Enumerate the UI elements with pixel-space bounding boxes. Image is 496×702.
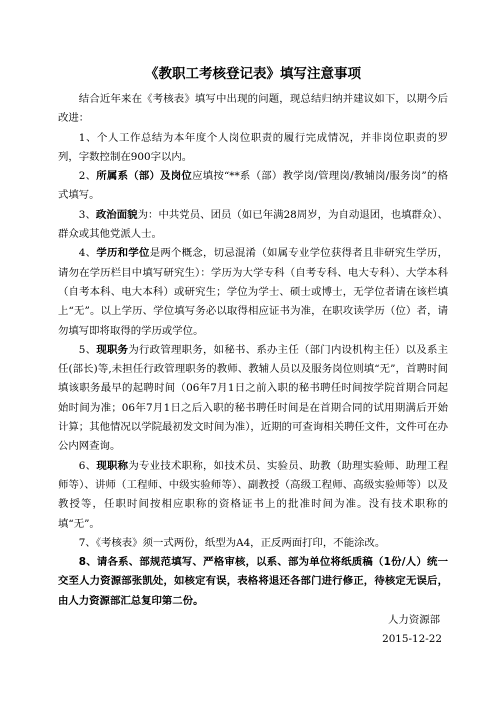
item-3: [58, 206, 448, 245]
item-3-prefix: 3、: [78, 208, 96, 221]
item-6: [58, 457, 448, 534]
item-6-prefix: 6、: [78, 459, 97, 472]
item-4: [58, 244, 448, 340]
item-2-text: 应填按“**系（部）教学岗/管理岗/教辅岗/服务岗”的格式填写。: [58, 170, 448, 202]
item-1-text: 1、个人工作总结为本年度个人岗位职责的履行完成情况，并非岗位职责的罗列，字数控制在900字以内。: [58, 131, 448, 163]
item-5: [58, 341, 448, 457]
item-6-text: 为专业技术职称，如技术员、实验员、助教（助理实验师、助理工程师等）、讲师（工程师、中级实验师等）、副教授（高级工程师、高级实验师等）以及教授等，任职时间按相应职称的资格证书上的批准时间为准。没有技术职称的填“无”。: [58, 459, 449, 530]
signature-department: 人力资源部: [388, 614, 440, 627]
item-3-text: 为：中共党员、团员（如已年满28周岁，为自动退团，也填群众）、群众或其他党派人士。: [58, 208, 448, 241]
item-2-prefix: 2、: [78, 170, 97, 183]
item-1: [58, 129, 448, 168]
item-2-heading: 所属系（部）及岗位: [96, 170, 193, 183]
item-7: [58, 534, 448, 553]
item-5-heading: 现职务: [96, 343, 129, 356]
item-7-text: 7、《考核表》须一式两份，纸型为A4，正反两面打印，不能涂改。: [78, 536, 386, 549]
item-5-prefix: 5、: [78, 343, 97, 356]
item-5-text: 为行政管理职务，如秘书、系办主任（部门内设机构主任）以及系主任(部长)等,未担任行政管理职务的教师、教辅人员以及服务岗位则填“无”，首聘时间填该职务最早的起聘时间（06年7月1日之前入职的秘书聘任时间按学院首期合同起始时间为准；06年7月1日之后入职的秘书聘任时间是在首期合同的试用期满后开始计算；其他情况以学院最初发文时间为准），近期的可查询相关聘任文件，文件可在办公内网查询。: [58, 343, 449, 453]
item-4-heading: 学历和学位: [96, 247, 150, 260]
document-page: [58, 64, 448, 650]
signature-date: 2015-12-22: [382, 633, 442, 646]
final-note: 8、请各系、部规范填写、严格审核，以系、部为单位将纸质稿（1份/人）统一交至人力资源部张凯处，如核定有误，表格将退还各部门进行修正，待核定无误后，由人力资源部汇总复印第二份。: [58, 556, 448, 607]
item-6-heading: 现职称: [96, 459, 129, 472]
intro-paragraph: 结合近年来在《考核表》填写中出现的问题，现总结归纳并建议如下，以期今后改进：: [58, 93, 448, 125]
document-title: 《教职工考核登记表》填写注意事项: [145, 66, 361, 82]
item-4-text: 是两个概念，切忌混淆（如属专业学位获得者且非研究生学历，请勿在学历栏目中填写研究生）：学历为大学专科（自考专科、电大专科）、大学本科（自考本科、电大本科）或研究生；学位为学士、硕士或博士，无学位者请在该栏填上“无”。以上学历、学位填写务必以取得相应证书为准，在职攻读学历（位）者，请勿填写即将取得的学历或学位。: [58, 247, 449, 337]
item-2: [58, 167, 448, 206]
item-3-heading: 政治面貌: [95, 208, 138, 221]
item-4-prefix: 4、: [78, 247, 97, 260]
